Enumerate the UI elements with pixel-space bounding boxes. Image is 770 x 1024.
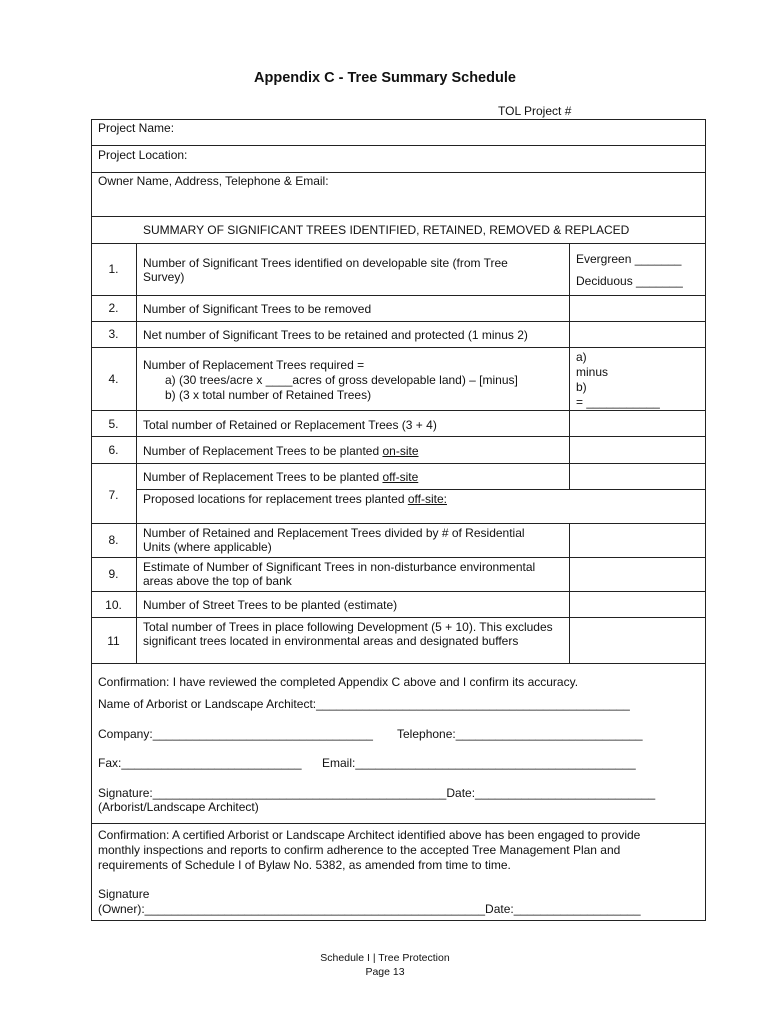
- confirmation2-line: monthly inspections and reports to confirm adherence to the accepted Tree Management Plan and: [98, 843, 621, 857]
- project-location-label: Project Location:: [98, 148, 188, 162]
- divider: [91, 523, 706, 524]
- row-description: Number of Street Trees to be planted (estimate): [143, 598, 398, 612]
- row-number: 6.: [108, 443, 119, 457]
- divider: [91, 321, 706, 322]
- owner-label: Owner Name, Address, Telephone & Email:: [98, 174, 329, 188]
- company-field: Company:_________________________________: [98, 727, 373, 741]
- row-number: 5.: [108, 417, 119, 431]
- fax-field: Fax:___________________________: [98, 756, 302, 770]
- row-description: Number of Replacement Trees required =: [143, 358, 365, 372]
- signature-role: (Arborist/Landscape Architect): [98, 800, 259, 814]
- row-number: 3.: [108, 327, 119, 341]
- arborist-name-field: Name of Arborist or Landscape Architect:_______________________________________________: [98, 697, 630, 711]
- signature-field: Signature:____________________________________________Date:___________________________: [98, 786, 656, 800]
- divider: [91, 436, 706, 437]
- row-description: Number of Significant Trees to be removed: [143, 302, 372, 316]
- row-number: 4.: [108, 372, 119, 386]
- divider: [91, 410, 706, 411]
- row-description: [143, 470, 563, 484]
- row4-value-a: a): [576, 350, 587, 364]
- confirmation2-line: Confirmation: A certified Arborist or Landscape Architect identified above has been engaged to provide: [98, 828, 641, 842]
- divider: [91, 663, 706, 664]
- column-divider: [136, 243, 137, 663]
- row-description: Net number of Significant Trees to be retained and protected (1 minus 2): [143, 328, 528, 342]
- row-sub-a: a) (30 trees/acre x ____acres of gross developable land) – [minus]: [165, 373, 518, 387]
- row-description: [143, 444, 563, 458]
- divider: [91, 463, 706, 464]
- project-name-label: Project Name:: [98, 121, 175, 135]
- row-number: 10.: [105, 598, 122, 612]
- row4-value-eq: = ___________: [576, 395, 660, 409]
- row-number: 2.: [108, 301, 119, 315]
- footer-schedule: Schedule I | Tree Protection: [320, 952, 450, 964]
- confirmation2-line: requirements of Schedule I of Bylaw No. 5382, as amended from time to time.: [98, 858, 511, 872]
- row-number: 7.: [108, 488, 119, 502]
- deciduous-field: Deciduous _______: [576, 274, 683, 288]
- divider: [91, 216, 706, 217]
- row-number: 11: [107, 634, 120, 648]
- row-description: Total number of Trees in place following Development (5 + 10). This excludes significant trees located in environmental areas and designated buffers: [143, 620, 553, 648]
- divider: [91, 823, 706, 824]
- page-title: Appendix C - Tree Summary Schedule: [254, 70, 516, 86]
- divider: [136, 489, 706, 490]
- owner-signature-label: Signature: [98, 887, 150, 901]
- column-divider: [569, 523, 570, 663]
- row4-value-b: b): [576, 380, 587, 394]
- row-text: Proposed locations for replacement trees planted: [143, 492, 408, 506]
- column-divider: [569, 243, 570, 489]
- summary-heading: SUMMARY OF SIGNIFICANT TREES IDENTIFIED, RETAINED, REMOVED & REPLACED: [143, 223, 630, 237]
- row-description: Number of Retained and Replacement Trees divided by # of Residential Units (where applicable): [143, 526, 525, 554]
- divider: [91, 347, 706, 348]
- row-number: 9.: [108, 567, 119, 581]
- row-description: Total number of Retained or Replacement Trees (3 + 4): [143, 418, 437, 432]
- row-number: 8.: [108, 533, 119, 547]
- row-text-underlined: off-site: [382, 470, 419, 484]
- row-text-underlined: off-site:: [407, 492, 447, 506]
- divider: [91, 557, 706, 558]
- row-sub-b: b) (3 x total number of Retained Trees): [165, 388, 372, 402]
- row-text: Number of Replacement Trees to be planted: [143, 470, 383, 484]
- row-text-underlined: on-site: [382, 444, 419, 458]
- divider: [91, 295, 706, 296]
- row-description: Number of Significant Trees identified on developable site (from Tree Survey): [143, 256, 508, 284]
- telephone-field: Telephone:____________________________: [397, 727, 643, 741]
- row-text: Number of Replacement Trees to be planted: [143, 444, 383, 458]
- divider: [91, 172, 706, 173]
- row-description: [143, 492, 563, 506]
- owner-signature-field: (Owner):___________________________________________________Date:___________________: [98, 902, 641, 916]
- evergreen-field: Evergreen _______: [576, 252, 682, 266]
- footer-page-number: Page 13: [365, 966, 405, 978]
- divider: [91, 145, 706, 146]
- divider: [91, 617, 706, 618]
- row-number: 1.: [108, 262, 119, 276]
- email-field: Email:__________________________________________: [322, 756, 636, 770]
- confirmation-statement: Confirmation: I have reviewed the completed Appendix C above and I confirm its accuracy.: [98, 675, 579, 689]
- row4-value-minus: minus: [576, 365, 609, 379]
- row-description: Estimate of Number of Significant Trees in non-disturbance environmental areas above the top of bank: [143, 560, 536, 588]
- divider: [91, 591, 706, 592]
- divider: [91, 243, 706, 244]
- tol-project-label: TOL Project #: [498, 104, 572, 118]
